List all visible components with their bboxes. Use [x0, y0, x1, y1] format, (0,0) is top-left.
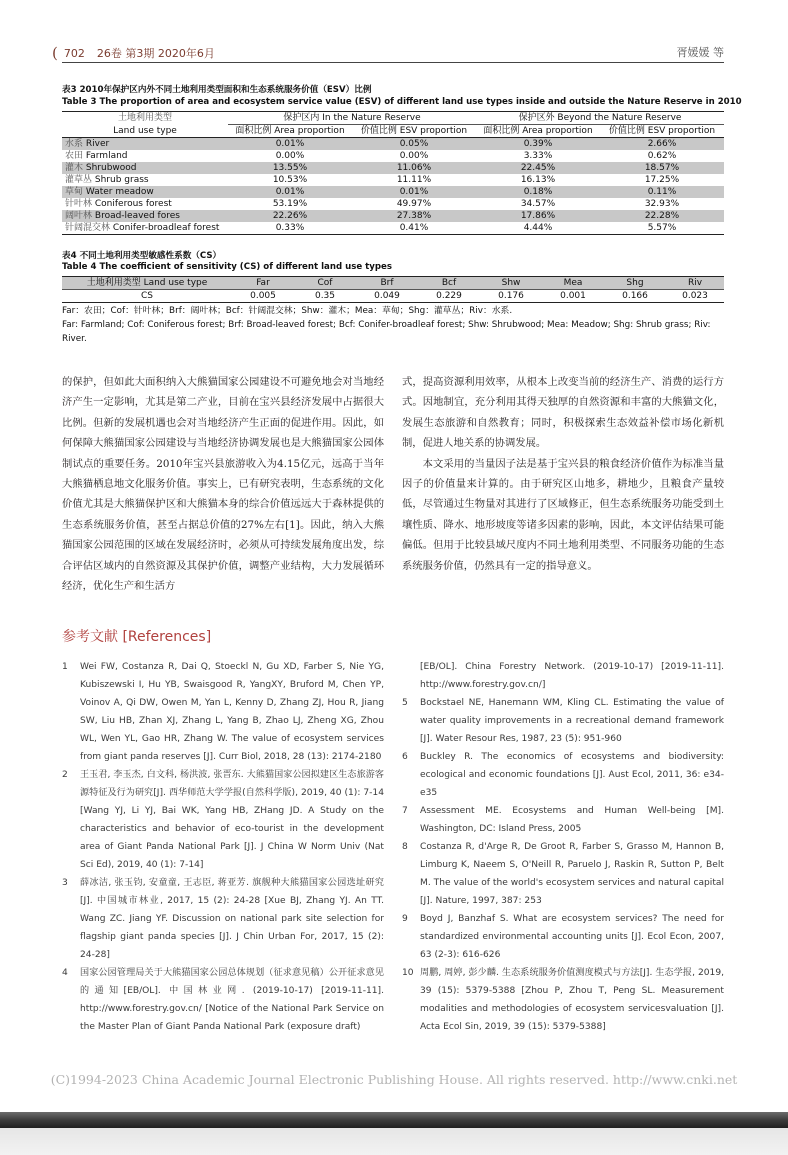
table4-caption-zh: 表4 不同土地利用类型敏感性系数（CS）: [62, 251, 222, 261]
reference-item: [402, 838, 724, 910]
cell-area-outside: 4.44%: [476, 222, 600, 235]
cell-area-outside: 0.39%: [476, 138, 600, 151]
reference-item: [402, 910, 724, 964]
land-type-zh: 灌草丛: [65, 175, 93, 185]
land-type-en: Farmland: [85, 151, 128, 161]
cs-value-riv: 0.023: [666, 290, 724, 303]
cell-area-outside: 3.33%: [523, 151, 553, 161]
cell-area-inside: 0.01%: [228, 186, 352, 198]
reference-item: [402, 694, 724, 748]
cell-esv-inside: 11.06%: [352, 162, 476, 174]
table3-header-inside: 保护区内 In the Nature Reserve: [228, 112, 476, 125]
reference-item: [62, 964, 384, 1036]
land-type-en: Shrubwood: [85, 163, 137, 173]
cell-area-outside: 17.86%: [476, 210, 600, 222]
reference-item: [402, 748, 724, 802]
cell-area-inside: 0.33%: [228, 222, 352, 235]
body-paragraph: 式，提高资源利用效率，从根本上改变当前的经济生产、消费的运行方式。因地制宜，充分利用其得天独厚的自然资源和丰富的大熊猫文化，发展生态旅游和自然教育；同时，积极探索生态效益补偿市场化新机制，促进人地关系的协调发展。: [402, 376, 724, 450]
reference-text: Wei FW, Costanza R, Dai Q, Stoeckl N, Gu XD, Farber S, Nie YG, Kubiszewski I, Hu YB, Swaisgood R, YangXY, Bruford M, Chen YP, Voinov A, Qi DW, Owen M, Yan L, Kenny D, Zhang ZJ, Hou R, Jiang SW, Liu HB, Zhan XJ, Zhang L, Yang B, Zhao LJ, Zheng XG, Zhou WL, Wen YL, Gao HR, Zhang W. The value of ecosystem services from giant panda reserves [J]. Curr Biol, 2018, 28 (13): 2174-2180: [80, 662, 384, 762]
reference-text: Bockstael NE, Hanemann WM, Kling CL. Estimating the value of water quality improvements in a recreational demand framework [J]. Water Resour Res, 1987, 23 (5): 951-960: [420, 698, 724, 744]
reference-item: [402, 964, 724, 1036]
reference-text: 王玉君, 李玉杰, 白文科, 杨洪波, 张晋东. 大熊猫国家公园拟建区生态旅游客源特征及行为研究[J]. 西华师范大学学报(自然科学版), 2019, 40 (1): 7-14 [Wang YJ, Li YJ, Bai WK, Yang HB, ZHang JD. A Study on the characteristics and behavior of eco-tourist in the development area of Giant Panda National Park [J]. J China W Norm Univ (Nat Sci Ed), 2019, 40 (1): 7-14]: [80, 770, 384, 870]
reference-item: [62, 766, 384, 874]
land-type-zh: 针阔混交林: [65, 223, 111, 233]
land-type-zh: 水系: [65, 139, 84, 149]
body-paragraph: 的保护，但如此大面积纳入大熊猫国家公园建设不可避免地会对当地经济产生一定影响，尤其是第二产业，目前在宝兴县经济发展中占据很大比例。但新的发展机遇也会对当地经济产生正面的促进作用。因此，如何保障大熊猫国家公园建设与当地经济协调发展也是大熊猫国家公园体制试点的重要任务。2010年宝兴县旅游收入为4.15亿元，远高于当年大熊猫栖息地文化服务价值。事实上，已有研究表明，生态系统的文化价值尤其是大熊猫保护区和大熊猫本身的综合价值远远大于森林提供的生态系统服务价值，甚至占据总价值的27%左右[1]。因此，纳入大熊猫国家公园范围的区域在发展经济时，必须从可持续发展角度出发，综合评估区域内的自然资源及其保护价值，调整产业结构，大力发展循环经济，优化生产和生活方: [62, 376, 384, 593]
reference-text: Assessment ME. Ecosystems and Human Well-being [M]. Washington, DC: Island Press, 2005: [420, 806, 724, 834]
cs-value-mea: 0.001: [542, 290, 604, 303]
cs-value-brf: 0.049: [356, 290, 418, 303]
table4-header-bcf: Bcf: [418, 277, 480, 290]
table4-header-shg: Shg: [604, 277, 666, 290]
table-row: [62, 138, 724, 151]
table3-header-area: 面积比例 Area proportion: [476, 125, 600, 138]
land-type-zh: 阔叶林: [65, 211, 93, 221]
reference-text: 国家公园管理局关于大熊猫国家公园总体规划（征求意见稿）公开征求意见的通知[EB/OL]. 中国林业网. (2019-10-17) [2019-11-11]. http://www.forestry.gov.cn/ [Notice of the National Park Service on the Master Plan of Giant Panda National Park (exposure draft): [80, 968, 384, 1032]
reference-number: 9: [402, 914, 408, 924]
reference-item: [402, 802, 724, 838]
reference-item: [62, 874, 384, 964]
reference-number: 8: [402, 842, 408, 852]
table3-caption-zh: 表3 2010年保护区内外不同土地利用类型面积和生态系统服务价值（ESV）比例: [62, 85, 372, 95]
cell-area-inside: 22.26%: [228, 210, 352, 222]
reference-number: 7: [402, 806, 408, 816]
table3-header-type-zh: 土地利用类型: [62, 112, 228, 125]
table3-header-esv: 价值比例 ESV proportion: [600, 125, 724, 138]
table-row: [62, 150, 724, 162]
reference-number: 10: [402, 968, 414, 978]
table4-header-mea: Mea: [542, 277, 604, 290]
cell-esv-outside: 0.62%: [647, 151, 677, 161]
table4-header-riv: Riv: [666, 277, 724, 290]
body-column-right: [402, 372, 724, 576]
land-type-zh: 农田: [65, 151, 84, 161]
cell-area-inside: 0.00%: [275, 151, 305, 161]
table-row: [62, 186, 724, 198]
table4-note-zh: Far：农田；Cof：针叶林；Brf：阔叶林；Bcf：针阔混交林；Shw：灌木；Mea：草甸；Shg：灌草丛；Riv：水系.: [62, 306, 513, 316]
copyright-watermark: (C)1994-2023 China Academic Journal Electronic Publishing House. All rights reserved. http://www.cnki.net: [50, 1072, 738, 1087]
land-type-en: River: [85, 139, 110, 149]
cell-esv-inside: 11.11%: [396, 175, 432, 185]
table3-header-esv: 价值比例 ESV proportion: [352, 125, 476, 138]
reference-number: 1: [62, 662, 68, 672]
cell-esv-outside: 17.25%: [644, 175, 680, 185]
cell-area-inside: 10.53%: [272, 175, 308, 185]
header-rule: [62, 62, 724, 63]
table4: [62, 276, 724, 303]
land-type-zh: 针叶林: [65, 199, 93, 209]
land-type-zh: 草甸: [65, 187, 84, 197]
table4-header-far: Far: [232, 277, 294, 290]
table4-header-shw: Shw: [480, 277, 542, 290]
cs-label: CS: [62, 290, 232, 303]
table4-caption-en: Table 4 The coefficient of sensitivity (CS) of different land use types: [62, 262, 392, 272]
table-row: [62, 198, 724, 210]
running-header-left: [52, 44, 215, 62]
cell-esv-inside: 0.05%: [352, 138, 476, 151]
cell-area-inside: 13.55%: [228, 162, 352, 174]
cell-esv-inside: 49.97%: [396, 199, 432, 209]
references-right-column: [402, 658, 724, 1036]
cell-esv-inside: 0.00%: [399, 151, 429, 161]
table4-note-en: Far: Farmland; Cof: Coniferous forest; Brf: Broad-leaved forest; Bcf: Conifer-broadleaf forest; Shw: Shrubwood; Mea: Meadow; Shg: Shrub grass; Riv: River.: [62, 320, 711, 344]
table4-header-brf: Brf: [356, 277, 418, 290]
table3: [62, 111, 724, 235]
references-heading: 参考文献 [References]: [62, 629, 212, 645]
cell-esv-inside: 27.38%: [352, 210, 476, 222]
viewer-bottom-bar: [0, 1112, 788, 1155]
table3-header-area: 面积比例 Area proportion: [228, 125, 352, 138]
cell-area-outside: 22.45%: [476, 162, 600, 174]
reference-text: 薛冰洁, 张玉钧, 安童童, 王志臣, 蒋亚芳. 旗舰种大熊猫国家公园选址研究[J]. 中国城市林业, 2017, 15 (2): 24-28 [Xue BJ, Zhang YJ. An TT. Wang ZC. Jiang YF. Discussion on national park site selection for flagship giant panda species [J]. J Chin Urban For, 2017, 15 (2): 24-28]: [80, 878, 384, 960]
cell-esv-outside: 22.28%: [600, 210, 724, 222]
land-type-en: Broad-leaved fores: [94, 211, 180, 221]
land-type-en: Conifer-broadleaf forest: [112, 223, 220, 233]
cell-esv-outside: 32.93%: [644, 199, 680, 209]
reference-number: 3: [62, 878, 68, 888]
table3-caption-en: Table 3 The proportion of area and ecosystem service value (ESV) of different land use types inside and outside the Nature Reserve in 2010: [62, 97, 742, 107]
running-header-author: 胥媛媛 等: [676, 46, 724, 59]
reference-number: 5: [402, 698, 408, 708]
references-left-column: [62, 658, 384, 1036]
reference-text: Buckley R. The economics of ecosystems and biodiversity: ecological and economic foundations [J]. Aust Ecol, 2011, 36: e34-e35: [420, 752, 724, 798]
reference-text: 周鹏, 周婷, 彭少麟. 生态系统服务价值测度模式与方法[J]. 生态学报, 2019, 39 (15): 5379-5388 [Zhou P, Zhou T, Peng SL. Measurement modalities and methodologies of ecosystem servicesvaluation [J]. Acta Ecol Sin, 2019, 39 (15): 5379-5388]: [420, 968, 724, 1032]
cell-area-outside: 16.13%: [520, 175, 556, 185]
table3-header-outside: 保护区外 Beyond the Nature Reserve: [476, 112, 724, 125]
land-type-zh: 灌木: [65, 163, 84, 173]
cell-esv-outside: 5.57%: [600, 222, 724, 235]
reference-text: Costanza R, d'Arge R, De Groot R, Farber S, Grasso M, Hannon B, Limburg K, Naeem S, O'Neill R, Paruelo J, Raskin R, Sutton P, Belt M. The value of the world's ecosystem services and natural capital [J]. Nature, 1997, 387: 253: [420, 842, 724, 906]
page-corner-mark: (: [52, 44, 58, 62]
reference-item: [62, 658, 384, 766]
reference-number: [402, 658, 420, 694]
reference-item: [402, 658, 724, 694]
reference-number: 2: [62, 770, 68, 780]
page-number: 702: [63, 46, 85, 60]
table-row: [62, 290, 724, 303]
cs-value-cof: 0.35: [294, 290, 356, 303]
cell-esv-outside: 18.57%: [600, 162, 724, 174]
land-type-en: Coniferous forest: [94, 199, 172, 209]
journal-issue: 26卷 第3期 2020年6月: [96, 47, 215, 60]
cell-area-outside: 34.57%: [520, 199, 556, 209]
reference-text: Boyd J, Banzhaf S. What are ecosystem services? The need for standardized environmental accounting units [J]. Ecol Econ, 2007, 63 (2-3): 616-626: [420, 914, 724, 960]
cell-esv-inside: 0.41%: [352, 222, 476, 235]
cell-esv-inside: 0.01%: [352, 186, 476, 198]
table4-header-cof: Cof: [294, 277, 356, 290]
cell-area-outside: 0.18%: [476, 186, 600, 198]
cs-value-far: 0.005: [232, 290, 294, 303]
cell-area-inside: 0.01%: [228, 138, 352, 151]
cell-esv-outside: 0.11%: [600, 186, 724, 198]
body-paragraph: 本文采用的当量因子法是基于宝兴县的粮食经济价值作为标准当量因子的价值量来计算的。由于研究区山地多，耕地少，且粮食产量较低，尽管通过生物量对其进行了区域修正，但生态系统服务功能受到土壤性质、降水、地形坡度等诸多因素的影响，因此，本文评估结果可能偏低。但用于比较县域尺度内不同土地利用类型、不同服务功能的生态系统服务价值，仍然具有一定的指导意义。: [402, 457, 724, 572]
table-row: [62, 174, 724, 186]
body-column-left: [62, 372, 384, 596]
land-type-en: Shrub grass: [94, 175, 149, 185]
cs-value-shw: 0.176: [480, 290, 542, 303]
cell-esv-outside: 2.66%: [600, 138, 724, 151]
reference-number: 6: [402, 752, 408, 762]
table-row: [62, 222, 724, 235]
table4-header-type: 土地利用类型 Land use type: [62, 277, 232, 290]
table4-notes: [62, 304, 730, 346]
reference-text: [EB/OL]. China Forestry Network. (2019-10-17) [2019-11-11]. http://www.forestry.gov.cn/]: [420, 662, 724, 690]
cs-value-bcf: 0.229: [418, 290, 480, 303]
reference-number: 4: [62, 968, 68, 978]
cell-area-inside: 53.19%: [272, 199, 308, 209]
cs-value-shg: 0.166: [604, 290, 666, 303]
table3-header-type-en: Land use type: [62, 125, 228, 138]
table-row: [62, 162, 724, 174]
table-row: [62, 210, 724, 222]
land-type-en: Water meadow: [85, 187, 154, 197]
